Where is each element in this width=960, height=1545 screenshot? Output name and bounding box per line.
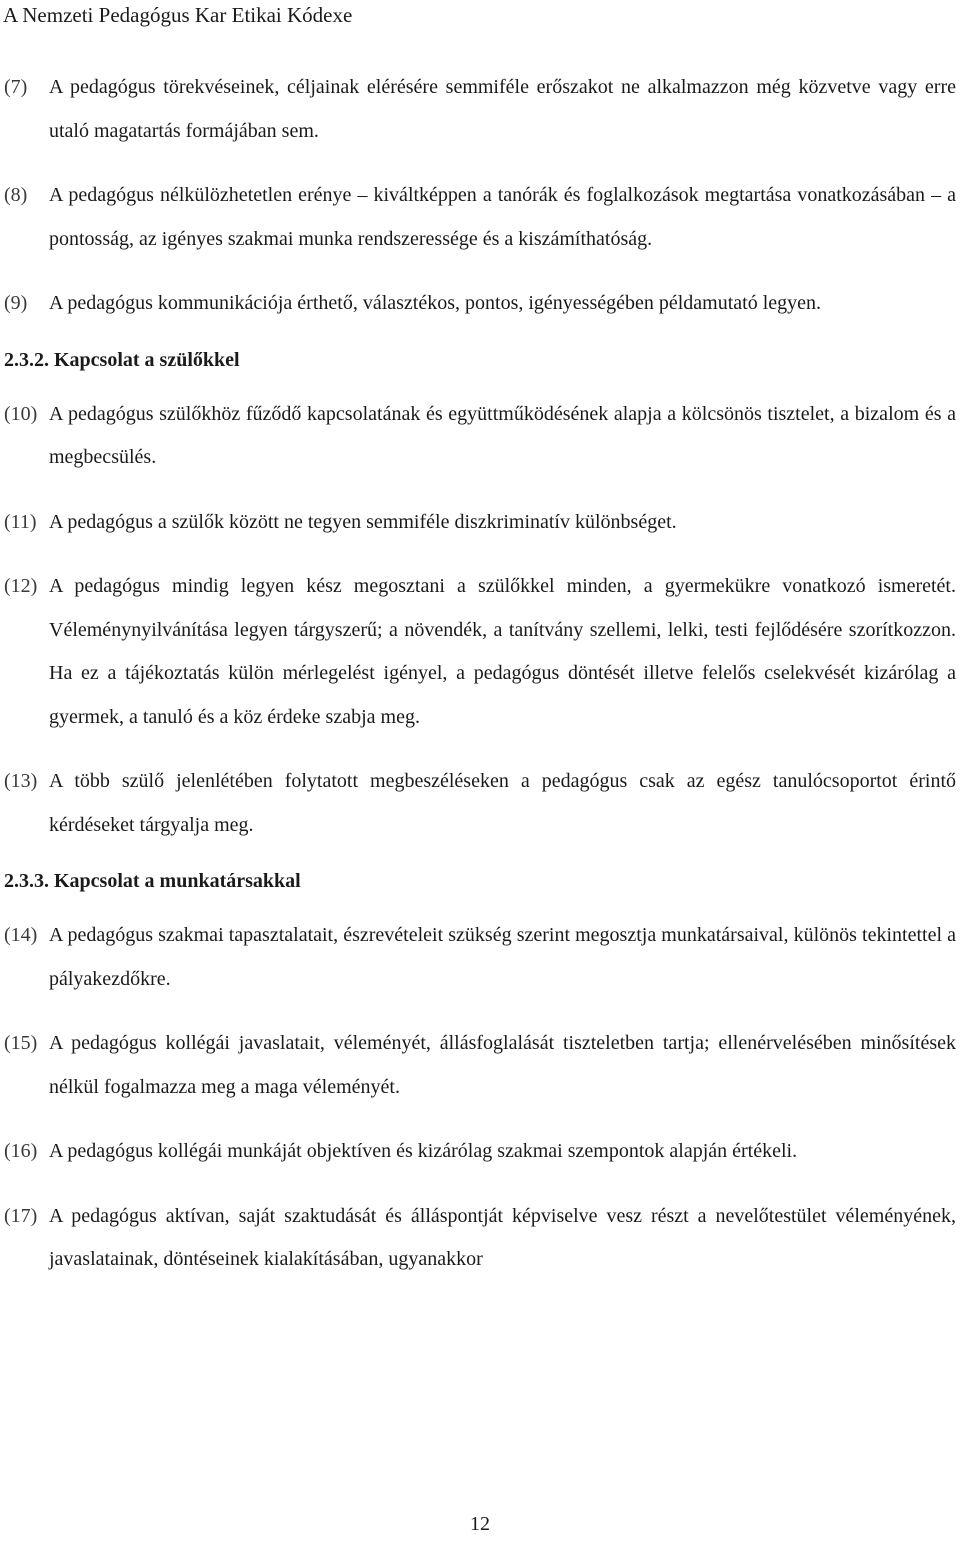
paragraph-text: A pedagógus kommunikációja érthető, választékos, pontos, igényességében példamutató legyen. — [49, 292, 822, 314]
paragraph-number: (16) — [4, 1140, 38, 1162]
paragraph-text: A pedagógus kollégái munkáját objektíven és kizárólag szakmai szempontok alapján értékeli. — [49, 1140, 798, 1162]
paragraph-7 — [4, 66, 956, 153]
paragraph-text: A pedagógus aktívan, saját szaktudását és álláspontját képviselve vesz részt a nevelőtestület véleményének, javaslatainak, döntéseinek kialakításában, ugyanakkor — [49, 1204, 956, 1270]
section-number: 2.3.2. — [4, 348, 49, 371]
page-number: 12 — [470, 1513, 490, 1535]
paragraph-12 — [4, 565, 956, 739]
paragraph-13 — [4, 760, 956, 847]
section-title: Kapcsolat a szülőkkel — [54, 348, 240, 371]
paragraph-number: (7) — [4, 76, 28, 98]
paragraph-number: (11) — [4, 510, 37, 533]
paragraph-text: A pedagógus törekvéseinek, céljainak elérésére semmiféle erőszakot ne alkalmazzon még közvetve vagy erre utaló magatartás formájában sem. — [49, 76, 956, 142]
document-header-title: A Nemzeti Pedagógus Kar Etikai Kódexe — [3, 3, 353, 27]
section-title: Kapcsolat a munkatársakkal — [54, 870, 301, 892]
paragraph-number: (15) — [4, 1032, 38, 1054]
paragraph-text: A pedagógus a szülők között ne tegyen semmiféle diszkriminatív különbséget. — [49, 510, 677, 533]
paragraph-8 — [4, 174, 956, 261]
paragraph-11 — [4, 501, 956, 545]
paragraph-number: (10) — [4, 402, 38, 425]
paragraph-number: (17) — [4, 1204, 38, 1227]
paragraph-14 — [4, 914, 956, 1001]
paragraph-text: A pedagógus szakmai tapasztalatait, észrevételeit szükség szerint megosztja munkatársaival, különös tekintettel a pályakezdőkre. — [49, 924, 956, 990]
paragraph-text: A pedagógus kollégái javaslatait, véleményét, állásfoglalását tiszteletben tartja; ellenérvelésében minősítések nélkül fogalmazza meg a maga véleményét. — [49, 1032, 956, 1098]
section-heading-colleagues — [4, 868, 956, 895]
paragraph-number: (9) — [4, 292, 28, 314]
paragraph-number: (14) — [4, 924, 38, 946]
section-number: 2.3.3. — [4, 870, 49, 892]
paragraph-16 — [4, 1130, 956, 1174]
paragraph-9 — [4, 282, 956, 326]
paragraph-number: (12) — [4, 575, 38, 597]
paragraph-number: (8) — [4, 184, 28, 206]
paragraph-number: (13) — [4, 770, 38, 792]
paragraph-17 — [4, 1195, 956, 1282]
section-heading-parents — [4, 347, 956, 374]
paragraph-text: A pedagógus nélkülözhetetlen erénye – kiváltképpen a tanórák és foglalkozások megtartása vonatkozásában – a pontosság, az igényes szakmai munka rendszeressége és a kiszámíthatóság. — [49, 184, 956, 250]
paragraph-10 — [4, 393, 956, 480]
paragraph-15 — [4, 1022, 956, 1109]
paragraph-text: A pedagógus szülőkhöz fűződő kapcsolatának és együttműködésének alapja a kölcsönös tisztelet, a bizalom és a megbecsülés. — [49, 402, 956, 468]
document-body — [4, 66, 956, 1303]
paragraph-text: A több szülő jelenlétében folytatott megbeszéléseken a pedagógus csak az egész tanulócsoportot érintő kérdéseket tárgyalja meg. — [49, 770, 956, 836]
paragraph-text: A pedagógus mindig legyen kész megosztani a szülőkkel minden, a gyermekükre vonatkozó ismeretét. Véleménynyilvánítása legyen tárgyszerű; a növendék, a tanítvány szellemi, lelki, testi fejlődésére szorítkozzon. Ha ez a tájékoztatás külön mérlegelést igényel, a pedagógus döntését illetve felelős cselekvését kizárólag a gyermek, a tanuló és a köz érdeke szabja meg. — [49, 575, 956, 728]
